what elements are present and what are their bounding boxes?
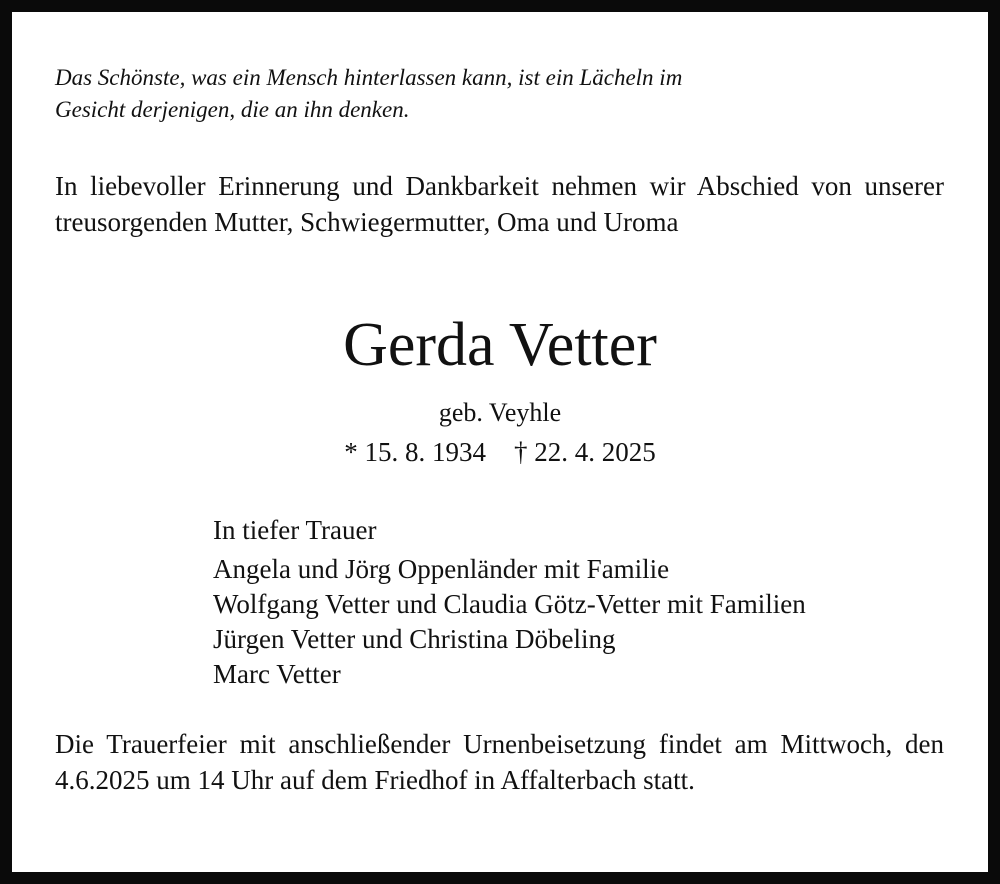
life-dates [12, 434, 988, 470]
obituary-notice [12, 12, 988, 872]
service-details-paragraph: Die Trauerfeier mit anschließender Urnenbeisetzung findet am Mittwoch, den 4.6.2025 um 14 Uhr auf dem Friedhof in Affalterbach statt. [55, 729, 944, 795]
death-date: † 22. 4. 2025 [514, 437, 656, 467]
motto-line: Gesicht derjenigen, die an ihn denken. [55, 97, 410, 122]
mourners-block [213, 512, 806, 692]
mourner-line: Marc Vetter [213, 659, 341, 689]
deceased-name: Gerda Vetter [343, 311, 657, 379]
maiden-name: geb. Veyhle [438, 398, 562, 427]
motto-line: Das Schönste, was ein Mensch hinterlassen kann, ist ein Lächeln im [55, 65, 683, 90]
birth-date: * 15. 8. 1934 [344, 437, 486, 467]
mourners-heading: In tiefer Trauer [213, 515, 377, 545]
motto-quote [55, 62, 935, 126]
mourner-line: Wolfgang Vetter und Claudia Götz-Vetter mit Familien [213, 589, 806, 619]
mourner-line: Angela und Jörg Oppenländer mit Familie [213, 554, 670, 584]
mourner-line: Jürgen Vetter und Christina Döbeling [213, 624, 616, 654]
intro-paragraph: In liebevoller Erinnerung und Dankbarkeit nehmen wir Abschied von unserer treusorgenden Mutter, Schwiegermutter, Oma und Uroma [55, 171, 944, 237]
